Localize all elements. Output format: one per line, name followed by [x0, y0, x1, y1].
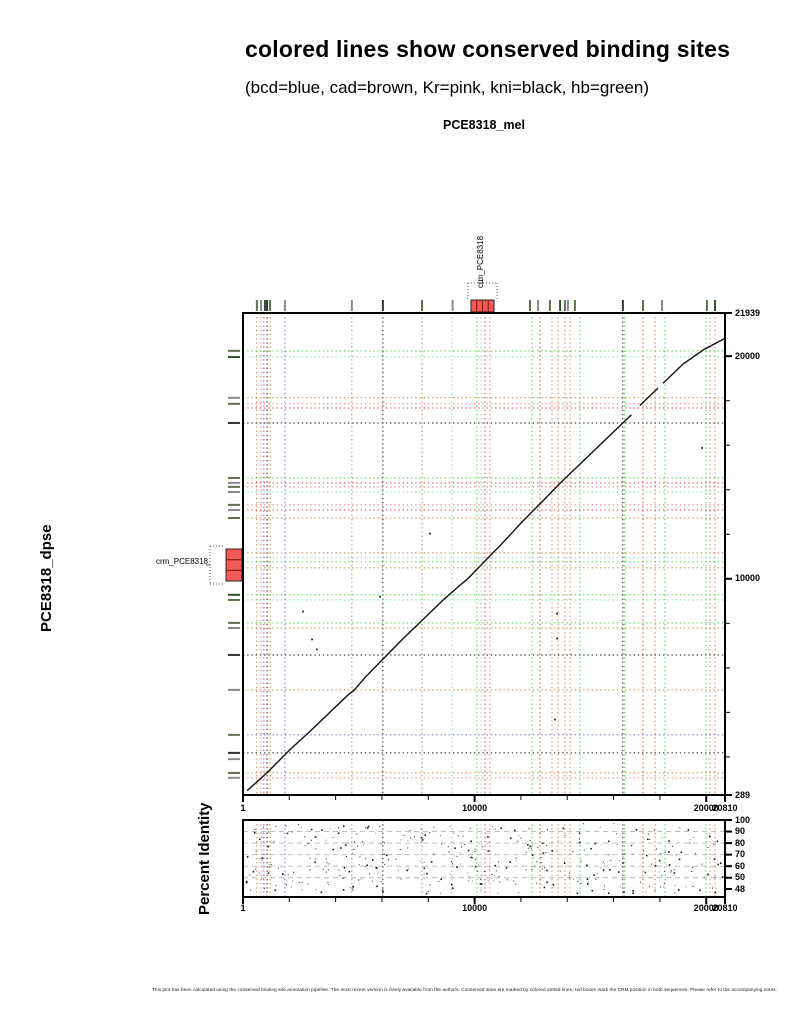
- legend-subtitle: (bcd=blue, cad=brown, Kr=pink, kni=black, hb=green): [245, 78, 649, 97]
- x-sequence-label: PCE8318_mel: [442, 118, 525, 132]
- panel-x-tick-label: 20810: [712, 903, 738, 913]
- main-x-tick-label: 10000: [462, 803, 488, 813]
- panel-y-tick-label: 90: [735, 826, 746, 837]
- panel-y-tick-label: 70: [735, 849, 746, 860]
- panel-x-tick-label: 20000: [693, 903, 719, 913]
- panel-y-tick-label: 60: [735, 860, 746, 871]
- panel-y-tick-label: 50: [735, 872, 746, 883]
- crm-top-label: crm_PCE8318: [476, 235, 485, 288]
- panel-y-tick-label: 80: [735, 837, 746, 848]
- y-sequence-label: PCE8318_dpse: [38, 524, 55, 632]
- main-x-tick-label: 20810: [712, 803, 738, 813]
- main-y-tick-label: 21939: [735, 307, 761, 318]
- crm-left-label: crm_PCE8318: [155, 557, 208, 566]
- panel-y-tick-label: 48: [735, 883, 746, 894]
- main-x-tick-label: 1: [240, 803, 246, 813]
- percent-identity-label: Percent Identity: [196, 802, 213, 915]
- footer-fine-print: This plot has been calculated using the conserved binding site annotation pipeline. The most recent version is freely available from the authors. Conserved sites are marked by colored dotted lines, red boxes mark the CRM position in both sequences. Please refer to the accompanying notes.: [152, 987, 778, 992]
- panel-x-tick-label: 10000: [462, 903, 488, 913]
- main-y-tick-label: 289: [735, 789, 751, 800]
- main-x-tick-label: 20000: [693, 803, 719, 813]
- panel-x-tick-label: 1: [240, 903, 246, 913]
- main-y-tick-label: 10000: [735, 573, 761, 584]
- main-y-tick-label: 20000: [735, 350, 761, 361]
- panel-y-tick-label: 100: [735, 814, 751, 825]
- page-title: colored lines show conserved binding sites: [245, 36, 731, 62]
